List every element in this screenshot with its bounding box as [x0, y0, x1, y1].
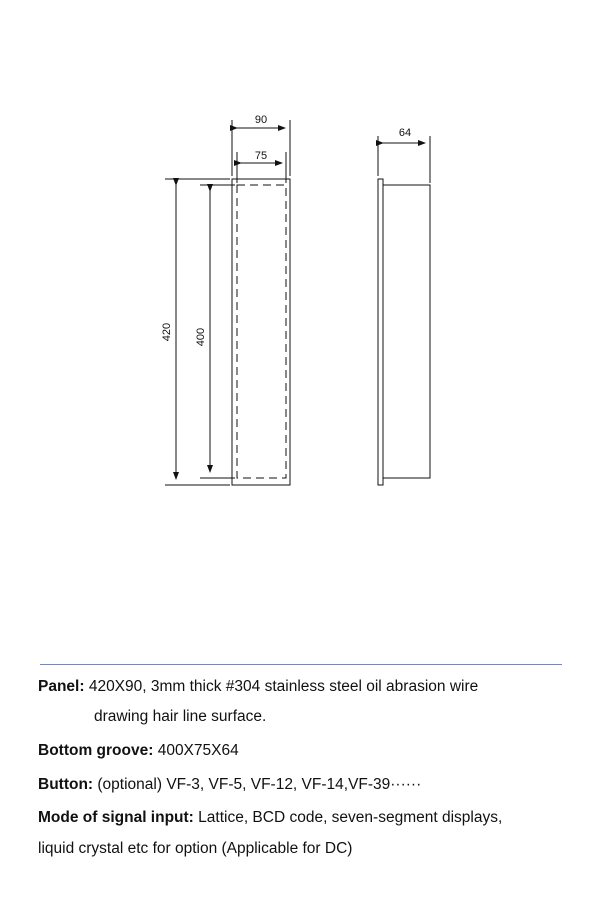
section-divider [40, 664, 562, 665]
side-faceplate [378, 179, 383, 485]
spec-bottom-groove [38, 740, 578, 762]
groove-outline [237, 185, 286, 478]
spec-button [38, 774, 578, 796]
spec-button-text: (optional) VF-3, VF-5, VF-12, VF-14,VF-39······ [93, 776, 422, 793]
spec-panel [38, 676, 578, 728]
front-view [165, 120, 290, 485]
spec-list [38, 676, 578, 860]
dim-label-400: 400 [195, 327, 207, 347]
spec-signal-input-label: Mode of signal input: [38, 809, 194, 826]
side-groove-body [383, 185, 430, 478]
dim-label-64: 64 [398, 127, 412, 139]
spec-bottom-groove-text: 400X75X64 [153, 742, 239, 759]
spec-panel-label: Panel: [38, 678, 85, 695]
spec-signal-input [38, 807, 578, 860]
spec-button-label: Button: [38, 776, 94, 793]
spec-bottom-groove-label: Bottom groove: [38, 742, 154, 759]
dim-label-90: 90 [254, 114, 268, 126]
dim-label-75: 75 [254, 150, 268, 162]
spec-panel-continuation: drawing hair line surface. [94, 708, 267, 725]
panel-outline [232, 179, 290, 485]
side-view [378, 136, 430, 485]
spec-signal-input-continuation: liquid crystal etc for option (Applicable for DC) [38, 840, 353, 857]
spec-panel-text: 420X90, 3mm thick #304 stainless steel oil abrasion wire [84, 678, 479, 695]
spec-signal-input-text: Lattice, BCD code, seven-segment displays, [193, 809, 503, 826]
dim-label-420: 420 [161, 322, 173, 342]
